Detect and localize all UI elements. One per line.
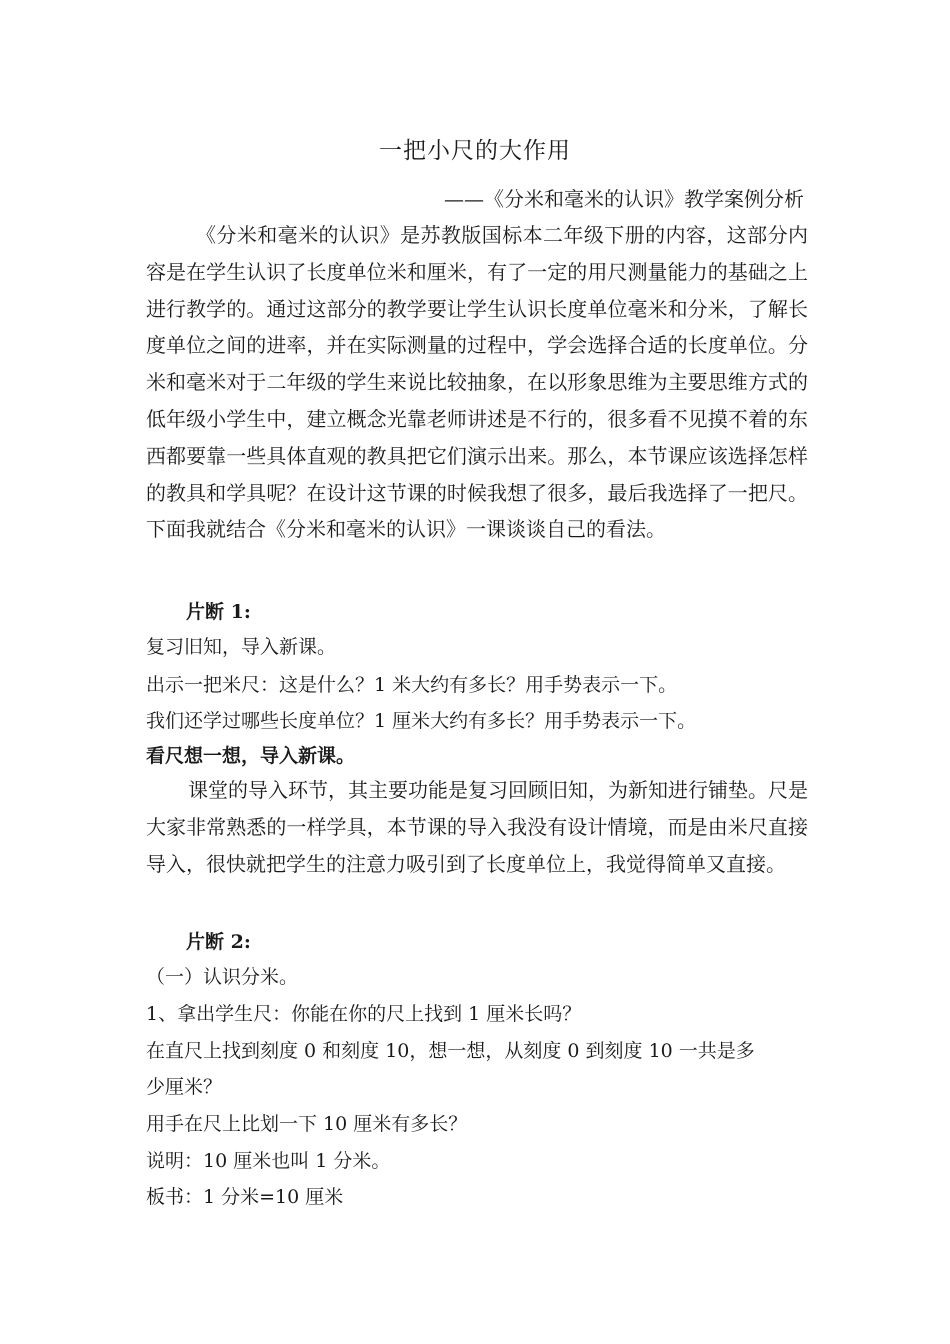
- segment2-line: 在直尺上找到刻度 0 和刻度 10，想一想，从刻度 0 到刻度 10 一共是多: [146, 1040, 755, 1062]
- segment1-analysis-paragraph: 课堂的导入环节，其主要功能是复习回顾旧知，为新知进行铺垫。尺是大家非常熟悉的一样学具，本节课的导入我没有设计情境，而是由米尺直接导入，很快就把学生的注意力吸引到了长度单位上，我觉得简单又直接。: [146, 778, 808, 876]
- segment2-heading: 片断 2:: [186, 931, 251, 953]
- intro-paragraph: 《分米和毫米的认识》是苏教版国标本二年级下册的内容，这部分内容是在学生认识了长度单位米和厘米，有了一定的用尺测量能力的基础之上进行教学的。通过这部分的教学要让学生认识长度单位毫米和分米，了解长度单位之间的进率，并在实际测量的过程中，学会选择合适的长度单位。分米和毫米对于二年级的学生来说比较抽象，在以形象思维为主要思维方式的低年级小学生中，建立概念光靠老师讲述是不行的，很多看不见摸不着的东西都要靠一些具体直观的教具把它们演示出来。那么，本节课应该选择怎样的教具和学具呢？在设计这节课的时候我想了很多，最后我选择了一把尺。下面我就结合《分米和毫米的认识》一课谈谈自己的看法。: [146, 223, 808, 542]
- segment1-line: 我们还学过哪些长度单位？1 厘米大约有多长？用手势表示一下。: [146, 710, 697, 732]
- segment2-line: （一）认识分米。: [146, 966, 299, 988]
- segment2-line: 1、拿出学生尺：你能在你的尺上找到 1 厘米长吗？: [146, 1003, 582, 1025]
- segment2-line: 少厘米？: [146, 1076, 223, 1098]
- document-title: 一把小尺的大作用: [379, 138, 571, 164]
- segment1-bold-heading: 看尺想一想，导入新课。: [146, 745, 356, 767]
- document-subtitle: ——《分米和毫米的认识》教学案例分析: [444, 187, 804, 211]
- segment2-line: 板书：1 分米=10 厘米: [146, 1186, 344, 1208]
- segment1-line: 出示一把米尺：这是什么？1 米大约有多长？用手势表示一下。: [146, 674, 678, 696]
- segment1-heading: 片断 1:: [186, 601, 251, 623]
- segment2-line: 说明：10 厘米也叫 1 分米。: [146, 1150, 391, 1172]
- segment2-line: 用手在尺上比划一下 10 厘米有多长？: [146, 1113, 468, 1135]
- segment1-line: 复习旧知，导入新课。: [146, 636, 337, 658]
